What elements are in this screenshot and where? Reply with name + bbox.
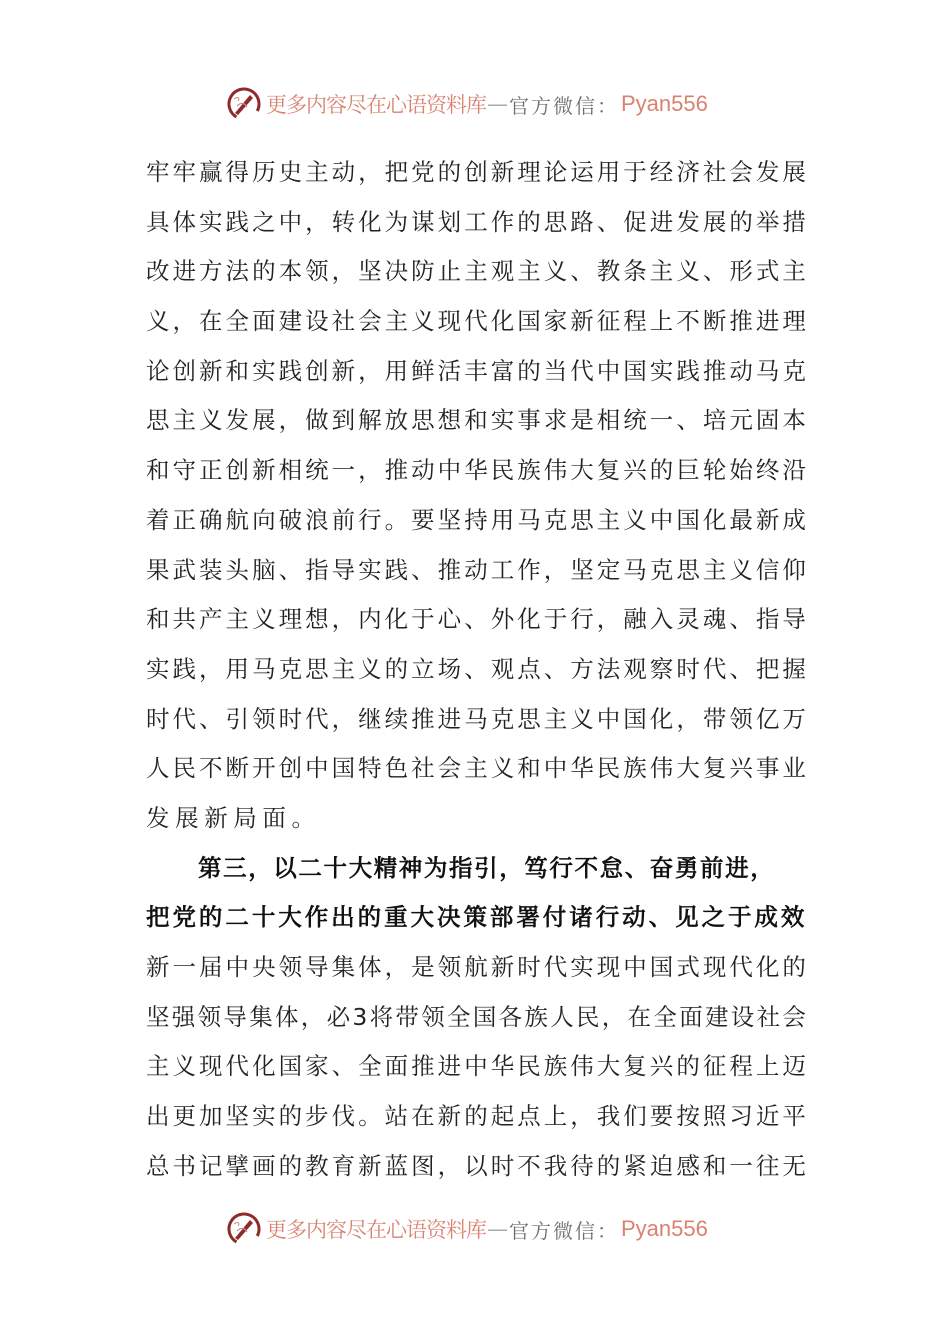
text-line: 时 代 、 引 领 时 代 ， 继 续 推 进 马 克 思 主 义 中 国 化 ， 带 领 亿 万 xyxy=(146,704,806,733)
quill-pen-logo-icon xyxy=(226,1211,262,1247)
text-line: 主 义 现 代 化 国 家 、 全 面 推 进 中 华 民 族 伟 大 复 兴 的 征 程 上 迈 xyxy=(146,1052,806,1081)
watermark-site-name: 更多内容尽在心语资料库 xyxy=(266,93,486,117)
text-line: 具 体 实 践 之 中 ， 转 化 为 谋 划 工 作 的 思 路 、 促 进 发 展 的 举 措 xyxy=(146,207,806,236)
watermark-dash: — xyxy=(487,1217,508,1241)
text-line: 坚 强 领 导 集 体 ， 必 3 将 带 领 全 国 各 族 人 民 ， 在 全 面 建 设 社 会 xyxy=(146,1002,806,1031)
text-line: 出 更 加 坚 实 的 步 伐 。 站 在 新 的 起 点 上 ， 我 们 要 按 照 习 近 平 xyxy=(146,1102,806,1131)
text-line: 总 书 记 擘 画 的 教 育 新 蓝 图 ， 以 时 不 我 待 的 紧 迫 感 和 一 往 无 xyxy=(146,1151,806,1180)
text-line: 发展新局面。 xyxy=(146,803,321,832)
watermark-wechat-label: 官方微信： xyxy=(509,1218,619,1243)
quill-pen-logo-icon xyxy=(226,86,262,122)
watermark-wechat-label: 官方微信： xyxy=(509,93,619,118)
watermark-wechat-id: Pyan556 xyxy=(621,91,708,116)
section-heading-3 xyxy=(146,844,806,943)
header-watermark-banner xyxy=(226,84,708,124)
text-line: 人 民 不 断 开 创 中 国 特 色 社 会 主 义 和 中 华 民 族 伟 大 复 兴 事 业 xyxy=(146,754,806,783)
watermark-site-name: 更多内容尽在心语资料库 xyxy=(266,1218,486,1242)
text-line: 思 主 义 发 展 ， 做 到 解 放 思 想 和 实 事 求 是 相 统 一 、 培 元 固 本 xyxy=(146,406,806,435)
text-line: 果 武 装 头 脑 、 指 导 实 践 、 推 动 工 作 ， 坚 定 马 克 思 主 义 信 仰 xyxy=(146,555,806,584)
text-line: 实 践 ， 用 马 克 思 主 义 的 立 场 、 观 点 、 方 法 观 察 时 代 、 把 握 xyxy=(146,654,806,683)
footer-watermark-banner xyxy=(226,1209,708,1249)
heading-line: 第三，以二十大精神为指引，笃行不怠、奋勇前进， xyxy=(198,853,776,882)
watermark-wechat-id: Pyan556 xyxy=(621,1216,708,1241)
paragraph-1 xyxy=(146,148,806,844)
document-body xyxy=(146,148,806,1191)
text-line: 和 共 产 主 义 理 想 ， 内 化 于 心 、 外 化 于 行 ， 融 入 灵 魂 、 指 导 xyxy=(146,605,806,634)
text-line: 和 守 正 创 新 相 统 一 ， 推 动 中 华 民 族 伟 大 复 兴 的 巨 轮 始 终 沿 xyxy=(146,456,806,485)
text-line: 改 进 方 法 的 本 领 ， 坚 决 防 止 主 观 主 义 、 教 条 主 义 、 形 式 主 xyxy=(146,257,806,286)
paragraph-2 xyxy=(146,943,806,1191)
text-line: 新 一 届 中 央 领 导 集 体 ， 是 领 航 新 时 代 实 现 中 国 式 现 代 化 的 xyxy=(146,953,806,981)
watermark-dash: — xyxy=(487,92,508,116)
text-line: 牢 牢 赢 得 历 史 主 动 ， 把 党 的 创 新 理 论 运 用 于 经 济 社 会 发 展 xyxy=(146,158,806,186)
heading-line: 把 党 的 二 十 大 作 出 的 重 大 决 策 部 署 付 诸 行 动 、 见 之 于 成 效 xyxy=(146,903,806,932)
text-line: 着 正 确 航 向 破 浪 前 行 。 要 坚 持 用 马 克 思 主 义 中 国 化 最 新 成 xyxy=(146,505,806,534)
text-line: 论 创 新 和 实 践 创 新 ， 用 鲜 活 丰 富 的 当 代 中 国 实 践 推 动 马 克 xyxy=(146,356,806,385)
text-line: 义 ， 在 全 面 建 设 社 会 主 义 现 代 化 国 家 新 征 程 上 不 断 推 进 理 xyxy=(146,307,806,336)
